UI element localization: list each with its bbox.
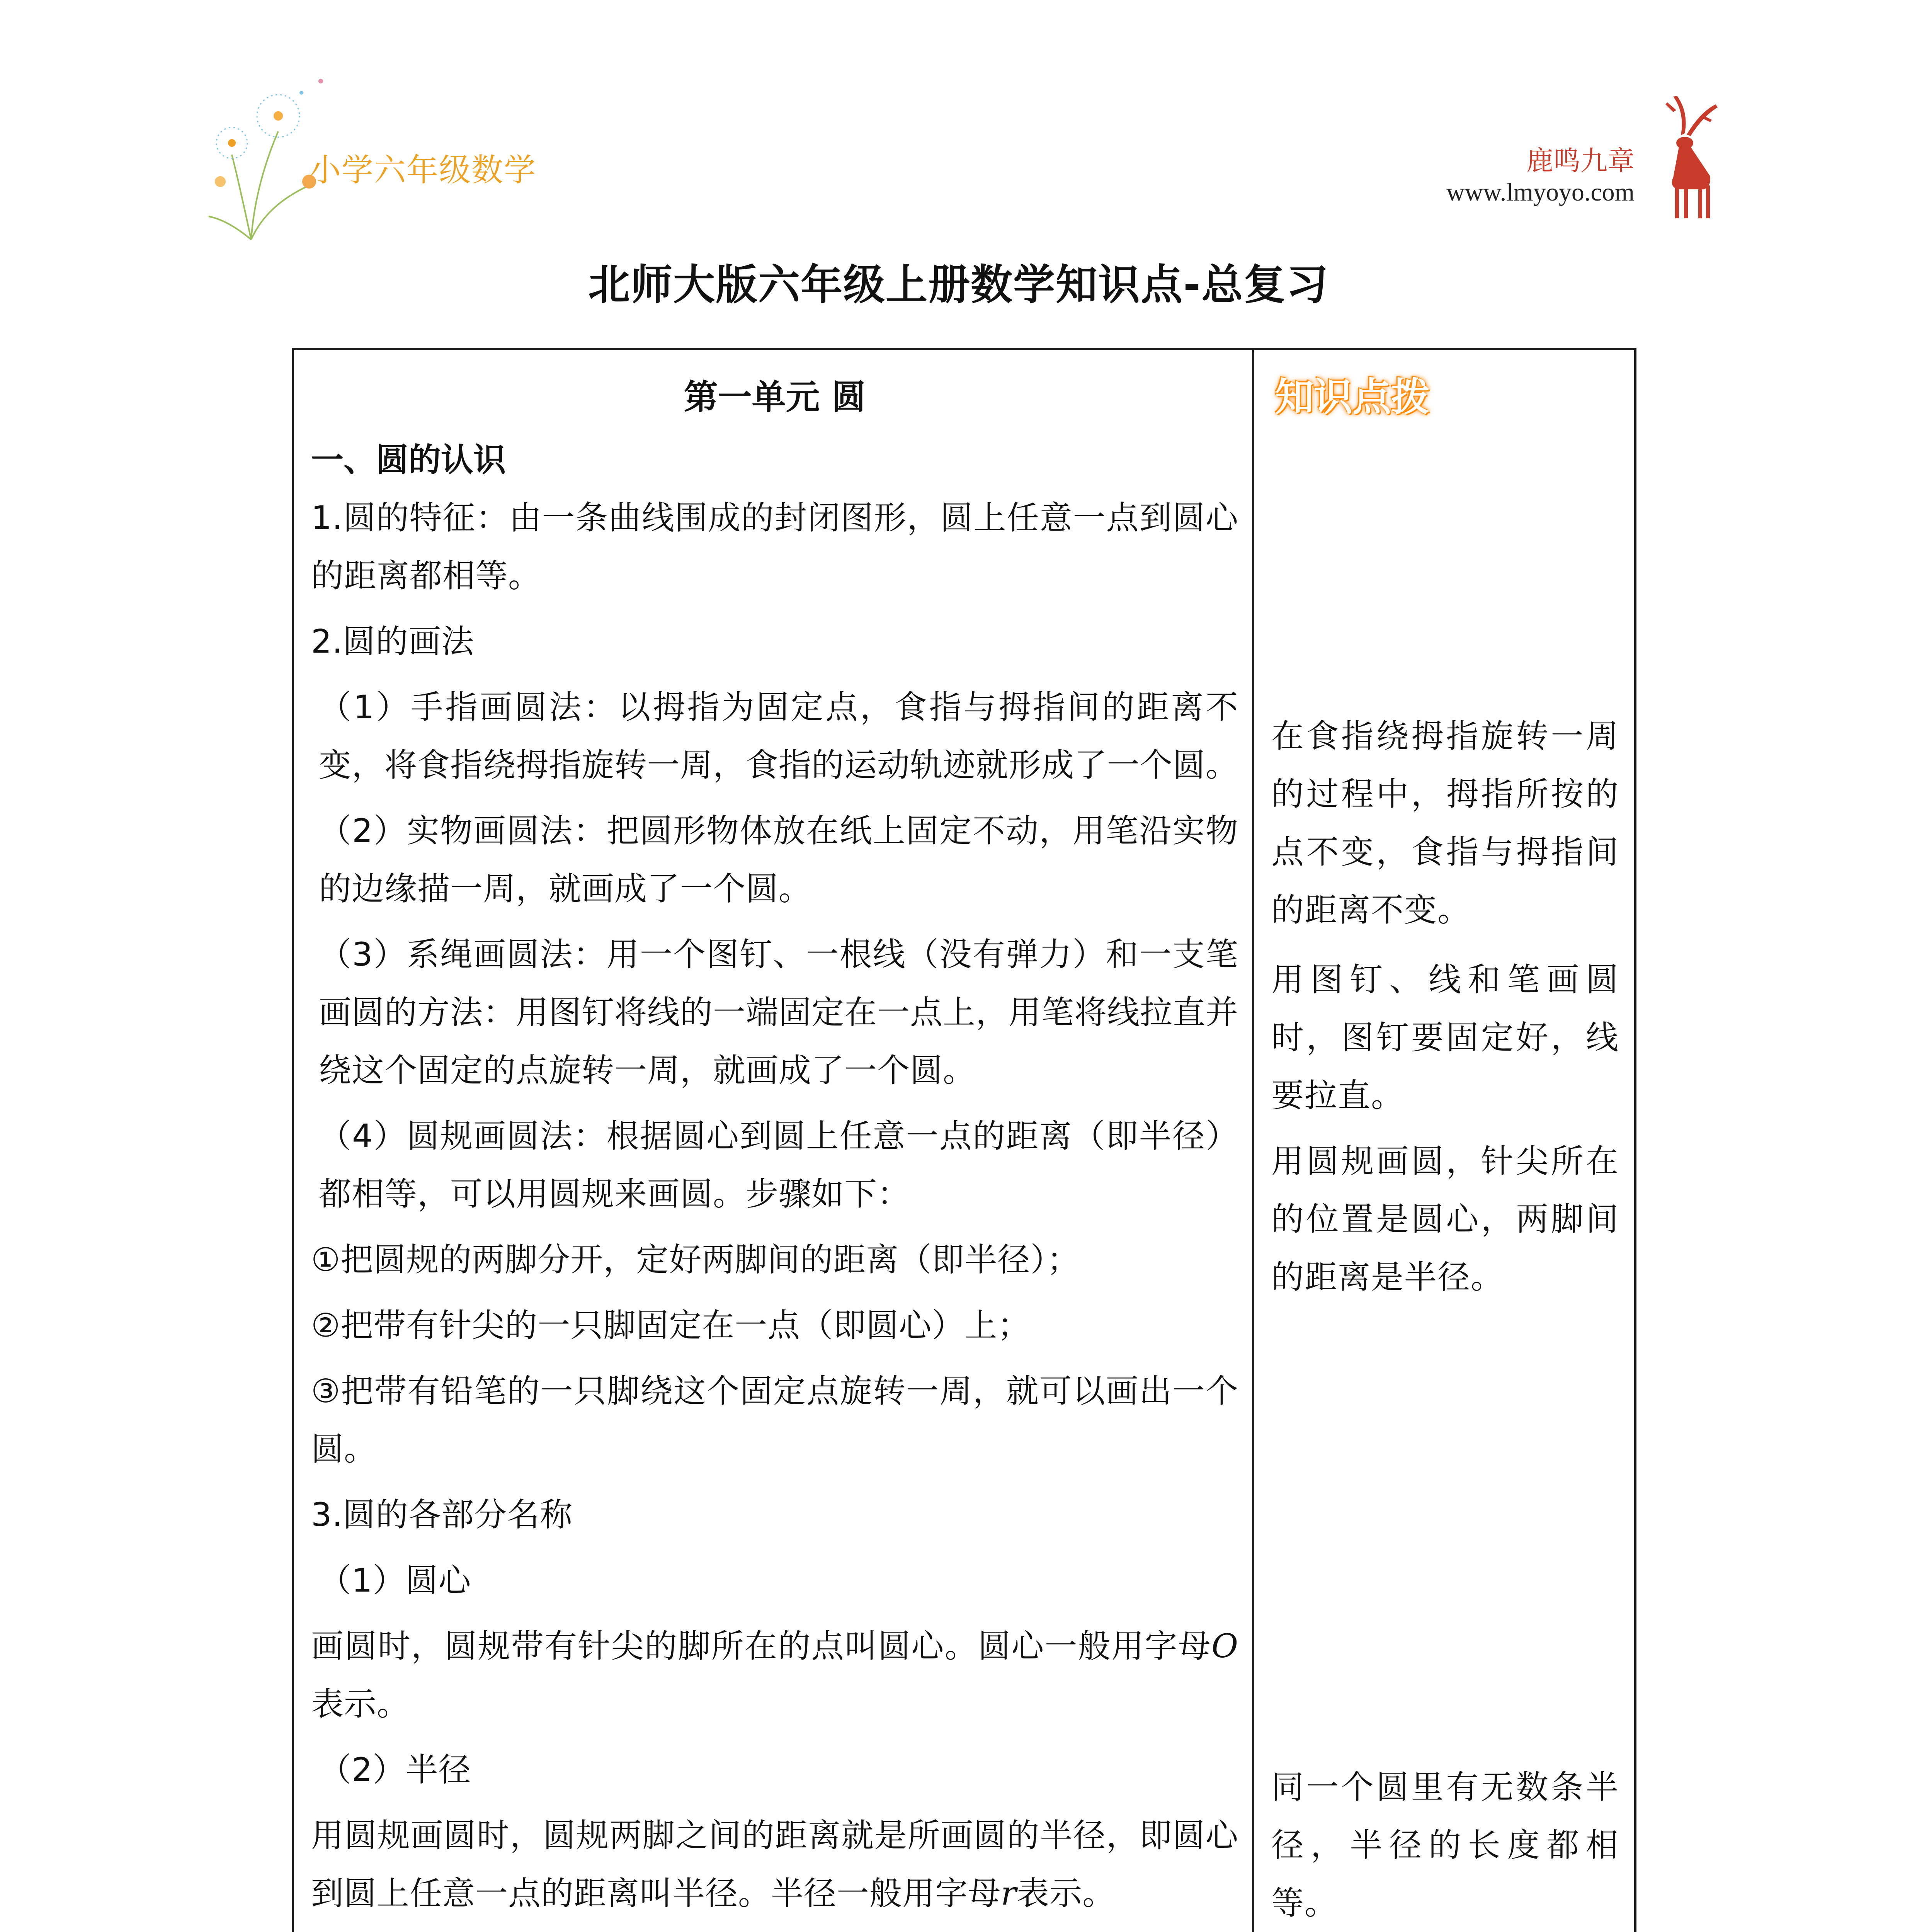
paragraph-text: 表示。 bbox=[311, 1685, 410, 1723]
paragraph-text: 用圆规画圆时，圆规两脚之间的距离就是所画圆的半径，即圆心到圆上任意一点的距离叫半径。半径一般用字母 bbox=[311, 1816, 1238, 1912]
page-title: 北师大版六年级上册数学知识点-总复习 bbox=[588, 261, 1329, 309]
math-variable: O bbox=[1211, 1627, 1238, 1665]
paragraph: 1.圆的特征：由一条曲线围成的封闭图形，圆上任意一点到圆心的距离都相等。 bbox=[311, 499, 1238, 595]
brand-left: 小学六年级数学 bbox=[309, 152, 537, 189]
knowledge-badge: 知识点拨 bbox=[1275, 374, 1430, 420]
header-left-logo bbox=[193, 58, 618, 243]
side-note: 用图钉、线和笔画圆时，图钉要固定好，线要拉直。 bbox=[1271, 961, 1619, 1114]
header-right-logo bbox=[1383, 89, 1731, 228]
paragraph: （1）手指画圆法：以拇指为固定点，食指与拇指间的距离不变，将食指绕拇指旋转一周，食指的运动轨迹就形成了一个圆。 bbox=[319, 688, 1239, 784]
paragraph: （4）圆规画圆法：根据圆心到圆上任意一点的距离（即半径）都相等，可以用圆规来画圆。步骤如下： bbox=[319, 1117, 1238, 1213]
math-variable: r bbox=[1001, 1874, 1017, 1912]
section-title: 一、圆的认识 bbox=[311, 441, 506, 479]
paragraph-text: 画圆时，圆规带有针尖的脚所在的点叫圆心。圆心一般用字母 bbox=[311, 1627, 1212, 1665]
side-note: 同一个圆里有无数条半径，半径的长度都相等。 bbox=[1271, 1768, 1619, 1922]
paragraph: ③把带有铅笔的一只脚绕这个固定点旋转一周，就可以画出一个圆。 bbox=[311, 1372, 1238, 1468]
side-column bbox=[1271, 371, 1619, 1922]
paragraph: （2）半径 bbox=[319, 1751, 471, 1789]
paragraph: （3）系绳画圆法：用一个图钉、一根线（没有弹力）和一支笔画圆的方法：用图钉将线的一端固定在一点上，用笔将线拉直并绕这个固定的点旋转一周，就画成了一个圆。 bbox=[319, 935, 1239, 1089]
table-column-divider bbox=[1252, 348, 1254, 1932]
paragraph: （2）实物画圆法：把圆形物体放在纸上固定不动，用笔沿实物的边缘描一周，就画成了一个圆。 bbox=[319, 812, 1238, 908]
paragraph bbox=[311, 1806, 1238, 1922]
paragraph: ②把带有针尖的一只脚固定在一点（即圆心）上； bbox=[311, 1306, 1031, 1344]
paragraph: 2.圆的画法 bbox=[311, 622, 475, 660]
paragraph bbox=[311, 1617, 1238, 1733]
paragraph: （1）圆心 bbox=[319, 1561, 471, 1599]
main-column bbox=[311, 371, 1238, 1932]
paragraph: ①把圆规的两脚分开，定好两脚间的距离（即半径）； bbox=[311, 1241, 1080, 1279]
deer-logo-icon bbox=[1615, 89, 1731, 220]
side-note: 用圆规画圆，针尖所在的位置是圆心，两脚间的距离是半径。 bbox=[1271, 1142, 1619, 1296]
paragraph: 3.圆的各部分名称 bbox=[311, 1496, 573, 1534]
paragraph-text: 表示。 bbox=[1017, 1874, 1116, 1912]
paragraph bbox=[311, 1930, 1238, 1932]
unit-title: 第一单元 圆 bbox=[684, 377, 866, 417]
brand-right-name: 鹿鸣九章 bbox=[1526, 145, 1635, 177]
brand-right-url: www.lmyoyo.com bbox=[1446, 178, 1635, 206]
side-note: 在食指绕拇指旋转一周的过程中，拇指所按的点不变，食指与拇指间的距离不变。 bbox=[1271, 717, 1619, 929]
